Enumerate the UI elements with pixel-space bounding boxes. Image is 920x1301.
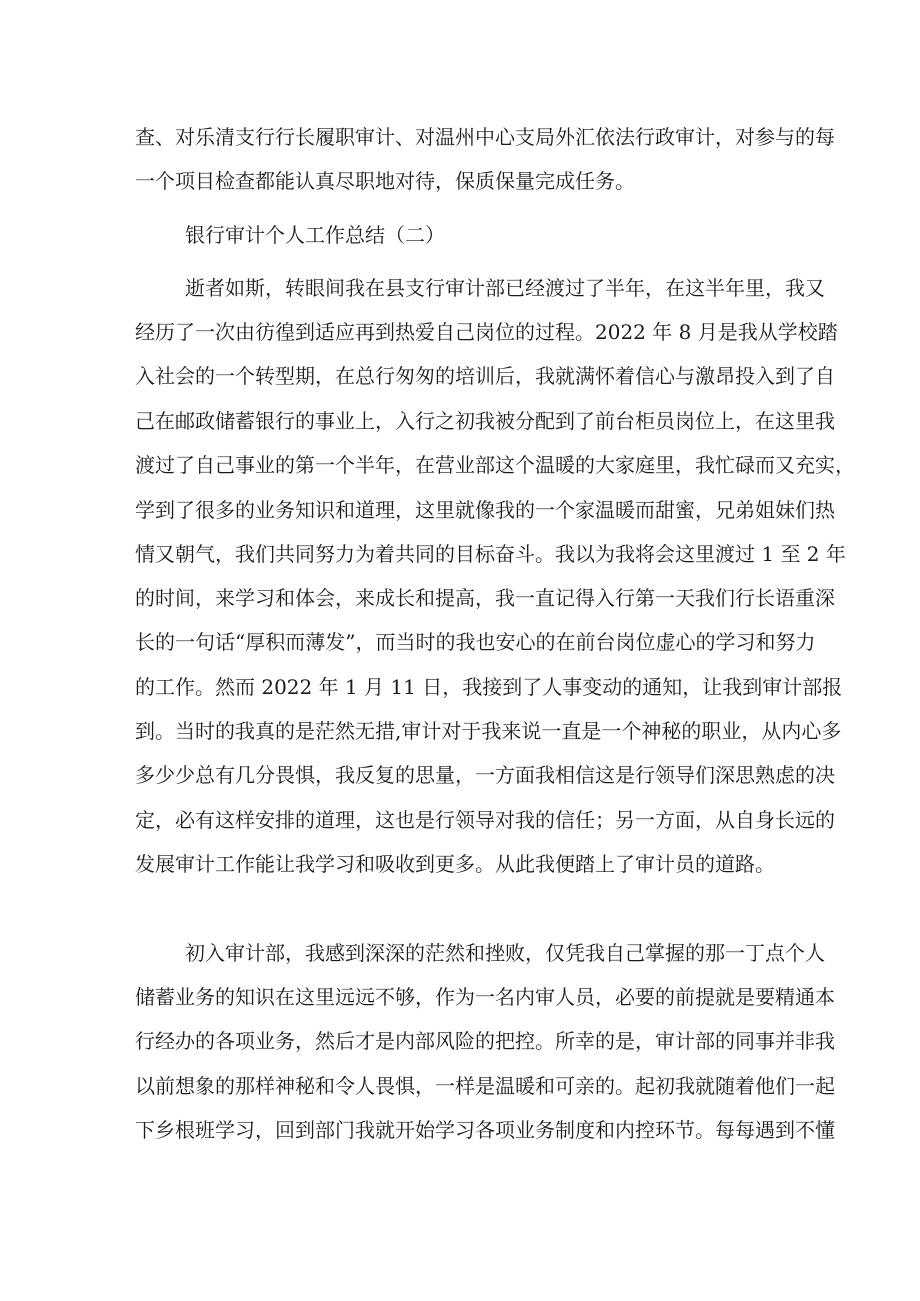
- text-line: 的时间，来学习和体会，来成长和提高，我一直记得入行第一天我们行长语重深: [135, 586, 835, 610]
- section-title: 银行审计个人工作总结（二）: [185, 223, 445, 247]
- text-line: 长的一句话“厚积而薄发”，而当时的我也安心的在前台岗位虚心的学习和努力: [135, 630, 816, 654]
- text-line: 经历了一次由彷徨到适应再到热爱自己岗位的过程。2022 年 8 月是我从学校踏: [135, 320, 838, 344]
- text-line: 储蓄业务的知识在这里远远不够，作为一名内审人员，必要的前提就是要精通本: [135, 985, 835, 1009]
- text-line: 渡过了自己事业的第一个半年，在营业部这个温暖的大家庭里，我忙碌而又充实，: [135, 453, 855, 477]
- text-line: 以前想象的那样神秘和令人畏惧，一样是温暖和可亲的。起初我就随着他们一起: [135, 1074, 835, 1098]
- text-line: 下乡根班学习，回到部门我就开始学习各项业务制度和内控环节。每每遇到不懂: [135, 1118, 835, 1142]
- text-line: 学到了很多的业务知识和道理，这里就像我的一个家温暖而甜蜜，兄弟姐妹们热: [135, 498, 835, 522]
- paragraph-first-line: 逝者如斯，转眼间我在县支行审计部已经渡过了半年，在这半年里，我又: [185, 276, 825, 300]
- text-line: 发展审计工作能让我学习和吸收到更多。从此我便踏上了审计员的道路。: [135, 852, 775, 876]
- text-line: 多少少总有几分畏惧，我反复的思量，一方面我相信这是行领导们深思熟虑的决: [135, 763, 835, 787]
- text-line: 的工作。然而 2022 年 1 月 11 日，我接到了人事变动的通知，让我到审计部报: [135, 675, 843, 699]
- text-line: 定，必有这样安排的道理，这也是行领导对我的信任；另一方面，从自身长远的: [135, 808, 835, 832]
- paragraph-first-line: 初入审计部，我感到深深的茫然和挫败，仅凭我自己掌握的那一丁点个人: [185, 941, 825, 965]
- text-line: 情又朝气，我们共同努力为着共同的目标奋斗。我以为我将会这里渡过 1 至 2 年: [135, 542, 846, 566]
- text-line: 行经办的各项业务，然后才是内部风险的把控。所幸的是，审计部的同事并非我: [135, 1029, 835, 1053]
- text-line: 己在邮政储蓄银行的事业上，入行之初我被分配到了前台柜员岗位上，在这里我: [135, 409, 835, 433]
- text-line: 一个项目检查都能认真尽职地对待，保质保量完成任务。: [135, 169, 635, 193]
- text-line: 查、对乐清支行行长履职审计、对温州中心支局外汇依法行政审计，对参与的每: [135, 125, 835, 149]
- text-line: 入社会的一个转型期，在总行匆匆的培训后，我就满怀着信心与激昂投入到了自: [135, 364, 835, 388]
- text-line: 到。当时的我真的是茫然无措,审计对于我来说一直是一个神秘的职业，从内心多: [135, 719, 842, 743]
